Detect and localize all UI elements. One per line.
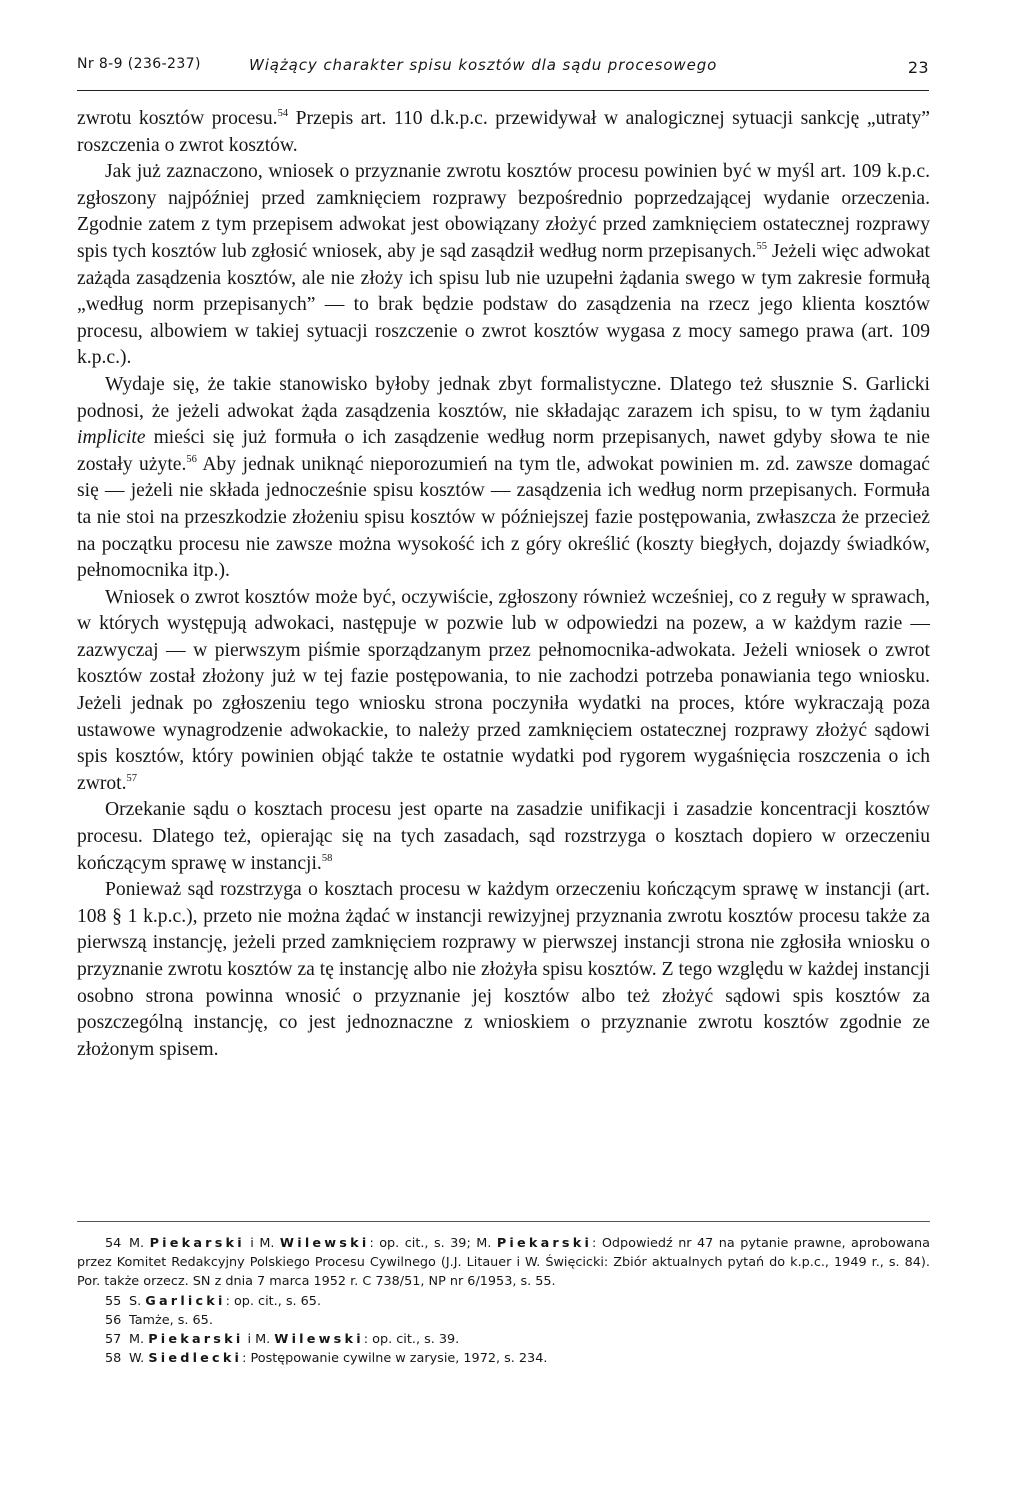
running-header bbox=[77, 56, 929, 86]
footnote-text: M. bbox=[129, 1332, 149, 1348]
article-body bbox=[77, 106, 930, 1063]
footnote-text: S. bbox=[129, 1293, 146, 1309]
footnote-text: Tamże, s. 65. bbox=[129, 1312, 213, 1328]
author-name: Wilewski bbox=[279, 1236, 370, 1251]
paragraph-6 bbox=[77, 877, 930, 1063]
paragraph-text: Jeżeli więc adwokat zażąda zasądzenia kosztów, ale nie złoży ich spisu lub nie uzupełni żądania swego w tym zakresie formułą „według norm przepisanych” — to brak będzie podstaw do zasądzenia na rzecz jego klienta kosztów procesu, albowiem w takiej sytuacji roszczenie o zwrot kosztów wygasa z mocy samego prawa (art. 109 k.p.c.). bbox=[77, 240, 930, 369]
author-name: Siedlecki bbox=[148, 1351, 243, 1367]
paragraph-text: zwrotu kosztów procesu. bbox=[77, 108, 278, 129]
paragraph-text: Wydaje się, że takie stanowisko byłoby jednak zbyt formalistyczne. Dlatego też słusznie S. Garlicki podnosi, że jeżeli adwokat żąda zasądzenia kosztów, nie składając zarazem ich spisu, to w tym żądaniu bbox=[77, 373, 930, 422]
footnote-text: : Odpowiedź nr 47 na pytanie prawne, aprobowana przez Komitet Redakcyjny Polskiego Procesu Cywilnego (J.J. Litauer i W. Święcicki: Zbiór aktualnych pytań do k.p.c., 1949 r., s. 84). Por. także orzecz. SN z dnia 7 marca 1952 r. C 738/51, NP nr 6/1953, s. 55. bbox=[77, 1236, 931, 1290]
footnote-text: : op. cit., s. 65. bbox=[225, 1293, 322, 1309]
paragraph-2 bbox=[77, 159, 930, 372]
paragraph-1 bbox=[77, 106, 930, 159]
paragraph-text: Wniosek o zwrot kosztów może być, oczywiście, zgłoszony również wcześniej, co z reguły w sprawach, w których występują adwokaci, następuje w pozwie lub w odpowiedzi na pozew, a w każdym razie — zazwyczaj — w pierwszym piśmie sporządzanym przez pełnomocnika-adwokata. Jeżeli wniosek o zwrot kosztów został złożony już w tej fazie postępowania, to nie zachodzi potrzeba ponawiania tego wniosku. Jeżeli jednak po zgłoszeniu tego wniosku strona poczyniła wydatki na proces, które wykraczają poza ustawowe wynagrodzenie adwokackie, to należy przed zamknięciem ostatecznej rozprawy złożyć sądowi spis kosztów, który powinien objąć także te ostatnie wydatki pod rygorem wygaśnięcia roszczenia o ich zwrot. bbox=[77, 586, 930, 794]
footnote-text: i M. bbox=[243, 1332, 275, 1348]
paragraph-text: Aby jednak uniknąć nieporozumień na tym tle, adwokat powinien m. zd. zawsze domagać się — jeżeli nie składa jednocześnie spisu kosztów — zasądzenia ich według norm przepisanych. Formuła ta nie stoi na przeszkodzie złożeniu spisu kosztów w późniejszej fazie postępowania, zwłaszcza że przecież na początku procesu nie zawsze można wysokość ich z góry określić (koszty biegłych, dojazdy świadków, pełnomocnika itp.). bbox=[77, 453, 930, 582]
running-title: Wiążący charakter spisu kosztów dla sądu procesowego bbox=[249, 56, 718, 74]
author-name: Piekarski bbox=[148, 1332, 244, 1348]
paragraph-text: Jak już zaznaczono, wniosek o przyznanie zwrotu kosztów procesu powinien być w myśl art. 109 k.p.c. zgłoszony najpóźniej przed zamknięciem rozprawy bezpośrednio poprzedzającej wydanie orzeczenia. Zgodnie zatem z tym przepisem adwokat jest obowiązany złożyć przed zamknięciem ostatecznej rozprawy spis tych kosztów lub zgłosić wniosek, aby je sąd zasądził według norm przepisanych. bbox=[77, 161, 930, 262]
footnote-number: 57 bbox=[105, 1332, 122, 1348]
paragraph-3 bbox=[77, 372, 930, 585]
footnote-54 bbox=[77, 1234, 930, 1292]
paragraph-text: Ponieważ sąd rozstrzyga o kosztach procesu w każdym orzeczeniu kończącym sprawę w instancji (art. 108 § 1 k.p.c.), przeto nie można żądać w instancji rewizyjnej przyznania zwrotu kosztów procesu także za pierwszą instancję, jeżeli przed zamknięciem rozprawy w pierwszej instancji strona nie zgłosiła wniosku o przyznanie zwrotu kosztów za tę instancję albo nie złożyła spisu kosztów. Z tego względu w każdej instancji osobno strona powinna wnosić o przyznanie jej kosztów albo też złożyć sądowi spis kosztów za poszczególną instancję, co jest jednoznaczne z wnioskiem o przyznanie zwrotu kosztów zgodnie ze złożonym spisem. bbox=[77, 879, 930, 1060]
footnote-text: W. bbox=[129, 1351, 149, 1367]
paragraph-text: Przepis art. 110 d.k.p.c. przewidywał w analogicznej sytuacji sankcję „utraty” roszczenia o zwrot kosztów. bbox=[77, 108, 930, 156]
footnote-number: 56 bbox=[105, 1312, 122, 1328]
footnote-ref-55: 55 bbox=[756, 240, 767, 252]
footnote-ref-57: 57 bbox=[126, 772, 138, 784]
author-name: Garlicki bbox=[145, 1293, 226, 1309]
footnote-text: : op. cit., s. 39; M. bbox=[369, 1236, 497, 1251]
footnote-ref-58: 58 bbox=[321, 852, 333, 864]
footnote-ref-56: 56 bbox=[186, 453, 197, 465]
footnotes bbox=[77, 1234, 930, 1368]
author-name: Wilewski bbox=[274, 1332, 364, 1348]
footnote-text: : Postępowanie cywilne w zarysie, 1972, s. 234. bbox=[242, 1351, 548, 1367]
footnote-56 bbox=[77, 1311, 930, 1330]
footnote-55 bbox=[77, 1292, 930, 1311]
footnote-ref-54: 54 bbox=[277, 108, 289, 119]
footnote-text: M. bbox=[129, 1236, 150, 1251]
paragraph-4 bbox=[77, 585, 930, 798]
footnote-rule bbox=[77, 1221, 930, 1222]
paragraph-text: mieści się już formuła o ich zasądzenie według norm przepisanych, nawet gdyby słowa te nie zostały użyte. bbox=[77, 427, 930, 475]
page-number: 23 bbox=[907, 58, 929, 77]
footnote-text: i M. bbox=[244, 1236, 280, 1251]
footnote-number: 54 bbox=[105, 1236, 122, 1251]
footnote-text: : op. cit., s. 39. bbox=[363, 1332, 460, 1348]
author-name: Piekarski bbox=[496, 1236, 593, 1251]
footnote-57 bbox=[77, 1330, 930, 1349]
italic-term: implicite bbox=[77, 427, 146, 449]
header-rule bbox=[77, 90, 929, 91]
footnote-number: 58 bbox=[105, 1351, 122, 1367]
author-name: Piekarski bbox=[149, 1236, 245, 1251]
footnote-number: 55 bbox=[105, 1293, 122, 1309]
paragraph-text: Orzekanie sądu o kosztach procesu jest oparte na zasadzie unifikacji i zasadzie koncentracji kosztów procesu. Dlatego też, opierając się na tych zasadach, sąd rozstrzyga o kosztach dopiero w orzeczeniu kończącym sprawę w instancji. bbox=[77, 799, 930, 874]
footnote-58 bbox=[77, 1349, 930, 1368]
issue-number: Nr 8-9 (236-237) bbox=[77, 56, 201, 72]
paragraph-5 bbox=[77, 797, 930, 877]
